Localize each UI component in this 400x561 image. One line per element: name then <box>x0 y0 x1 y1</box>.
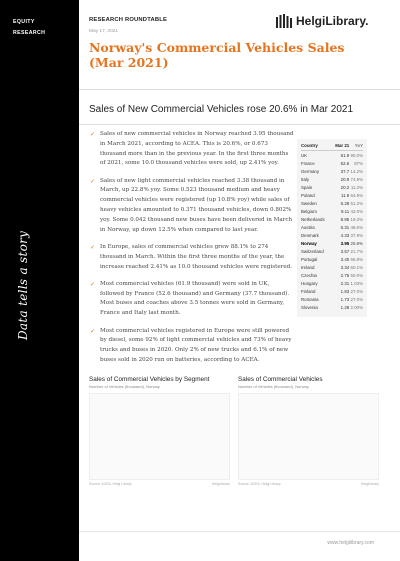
cell-country: Italy <box>301 177 310 182</box>
cell-yoy: 74.9% <box>350 177 363 182</box>
bullet-text: Sales of new light commercial vehicles reached 3.38 thousand in March, up 22.8% yoy. Some 0.523 thousand medium and heavy commercial vehicles were registered (up 10.8% yoy) while sales of heavy vehicles amounted to 0.371 thousand vehicles, down 0.802% yoy. Some 0.042 thousand new buses have been delivered in March in Norway, up down 12.5% when compared to last year. <box>100 177 293 233</box>
cell-country: UK <box>301 153 308 158</box>
cell-value: 3.40 <box>340 257 350 262</box>
table-row <box>301 160 363 168</box>
cell-yoy: 2.00% <box>350 305 363 310</box>
bullet-item <box>90 243 295 272</box>
cell-country: Germany <box>301 169 320 174</box>
category-line-1: EQUITY <box>13 19 35 25</box>
chart-footer <box>89 482 230 486</box>
cell-yoy: 27.0% <box>350 289 363 294</box>
cell-yoy: 87% <box>354 161 363 166</box>
table-row <box>301 240 363 248</box>
cell-yoy: 19.2% <box>350 217 363 222</box>
cell-value: 6.28 <box>340 201 350 206</box>
cell-country: Finland <box>301 289 316 294</box>
cell-value: 4.33 <box>340 233 350 238</box>
sidebar <box>0 0 79 561</box>
monthly-chart <box>238 376 385 486</box>
cell-country: Switzerland <box>301 249 324 254</box>
table-row <box>301 232 363 240</box>
cell-yoy: 11.2% <box>350 185 363 190</box>
cell-country: Sweden <box>301 201 317 206</box>
cell-country: Slovenia <box>301 305 318 310</box>
page-title: Norway's Commercial Vehicles Sales (Mar 2021) <box>89 40 345 70</box>
cell-yoy: 1.03% <box>350 281 363 286</box>
check-icon: ✓ <box>90 280 96 288</box>
check-icon: ✓ <box>90 131 96 138</box>
cell-yoy: 48.6% <box>350 225 363 230</box>
cell-country: Romania <box>301 297 319 302</box>
cell-value: 2.75 <box>340 273 350 278</box>
cell-yoy: 14.2% <box>350 169 363 174</box>
table-row <box>301 192 363 200</box>
table-row <box>301 152 363 160</box>
chart-source: Source: ACEA, Helgi Library <box>238 482 281 486</box>
chart-placeholder <box>238 393 379 480</box>
cell-yoy: 66.8% <box>350 257 363 262</box>
table-row <box>301 224 363 232</box>
cell-value: 1.83 <box>340 289 350 294</box>
cell-country: Ireland <box>301 265 315 270</box>
header-date: May 17, 2021 <box>89 29 119 34</box>
table-row <box>301 184 363 192</box>
cell-value: 1.73 <box>340 297 350 302</box>
chart-subtitle: Number of Vehicles (thousand), Norway <box>89 384 160 389</box>
bullet-item <box>90 327 295 366</box>
cell-value: 20.2 <box>340 185 350 190</box>
category-line-2: RESEARCH <box>13 30 46 36</box>
cell-yoy: 64.9% <box>350 193 363 198</box>
col-country: Country <box>301 143 318 148</box>
divider <box>79 124 400 125</box>
tagline: Data tells a story <box>16 230 30 340</box>
table-row <box>301 176 363 184</box>
cell-country: Portugal <box>301 257 318 262</box>
table-row <box>301 216 363 224</box>
table-row <box>301 256 363 264</box>
cell-yoy: 21.7% <box>350 249 363 254</box>
table-row <box>301 168 363 176</box>
cell-value: 2.31 <box>340 281 350 286</box>
chart-title: Sales of Commercial Vehicles <box>238 376 323 383</box>
logo-text: HelgiLibrary. <box>296 14 369 28</box>
table-row <box>301 304 363 312</box>
cell-yoy: 42.0% <box>350 209 363 214</box>
table-row <box>301 272 363 280</box>
cell-yoy: 90.0% <box>350 153 363 158</box>
cell-country: Spain <box>301 185 313 190</box>
bullet-item <box>90 130 295 169</box>
table-header <box>301 142 363 151</box>
table-row <box>301 200 363 208</box>
footer-link[interactable]: www.helgilibrary.com <box>327 540 374 546</box>
footer-divider <box>79 531 400 532</box>
check-icon: ✓ <box>90 177 96 185</box>
bullet-item <box>90 280 295 319</box>
chart-subtitle: Number of Vehicles (thousand), Norway <box>238 384 309 389</box>
bullet-text: Most commercial vehicles registered in Europe were still powered by diesel, some 92% of light commercial vehicles and 73% of heavy trucks and buses in 2020. Only 2% of new trucks and 6.1% of new buses sold in 2020 run on batteries, according to ACEA. <box>100 327 292 363</box>
check-icon: ✓ <box>90 243 96 251</box>
bullet-list <box>90 130 295 373</box>
cell-value: 3.34 <box>340 265 350 270</box>
bullet-text: Sales of new commercial vehicles in Norway reached 3.95 thousand in March 2021, according to ACEA. This is 20.6%, or 0.673 thousand more than in the previous year. In the first three months of 2021, some 10.0 thousand vehicles were sold, up 2.41% yoy. <box>100 131 294 167</box>
cell-yoy: 20.6% <box>350 241 363 246</box>
cell-yoy: 61.2% <box>350 201 363 206</box>
cell-value: 3.95 <box>340 241 350 246</box>
section-subtitle: Sales of New Commercial Vehicles rose 20.6% in Mar 2021 <box>89 104 354 115</box>
cell-value: 11.9 <box>340 193 350 198</box>
bullet-text: In Europe, sales of commercial vehicles grew 88.1% to 274 thousand in March. Within the first three months of the year, the increase reached 2.41% as 10.0 thousand vehicles were registered. <box>100 243 293 270</box>
cell-country: Belgium <box>301 209 317 214</box>
chart-source: Source: ACEA, Helgi Library <box>89 482 132 486</box>
helgi-logo[interactable] <box>276 14 368 28</box>
cell-value: 1.28 <box>340 305 350 310</box>
cell-value: 8.85 <box>340 217 350 222</box>
cell-value: 37.7 <box>340 169 350 174</box>
table-row <box>301 288 363 296</box>
cell-yoy: 50.0% <box>350 273 363 278</box>
category-label <box>13 17 45 39</box>
table-body <box>301 152 363 312</box>
cell-yoy: 60.1% <box>350 265 363 270</box>
cell-value: 52.6 <box>340 161 350 166</box>
library-logo-icon <box>276 14 292 28</box>
table-row <box>301 296 363 304</box>
cell-yoy: 27.0% <box>350 297 363 302</box>
cell-country: France <box>301 161 315 166</box>
cell-value: 9.11 <box>340 209 350 214</box>
cell-country: Hungary <box>301 281 318 286</box>
country-table <box>297 139 367 317</box>
table-row <box>301 248 363 256</box>
chart-title: Sales of Commercial Vehicles by Segment <box>89 376 210 383</box>
cell-country: Czechia <box>301 273 317 278</box>
cell-country: Netherlands <box>301 217 325 222</box>
cell-country: Denmark <box>301 233 319 238</box>
chart-placeholder <box>89 393 230 480</box>
cell-country: Poland <box>301 193 315 198</box>
cell-value: 61.9 <box>340 153 350 158</box>
table-row <box>301 264 363 272</box>
table-row <box>301 280 363 288</box>
chart-footer <box>238 482 379 486</box>
chart-logo: HelgiLibrary <box>360 482 379 486</box>
header-label: RESEARCH ROUNDTABLE <box>89 17 168 23</box>
cell-value: 20.9 <box>340 177 350 182</box>
bullet-text: Most commercial vehicles (61.9 thousand) were sold in UK, followed by France (52.6 thousand) and Germany (37.7 thousand). Most buses and coaches above 3.5 tonnes were sold in Germany, France and Italy last month. <box>100 280 290 317</box>
col-yoy: YoY <box>354 143 363 148</box>
table-row <box>301 208 363 216</box>
cell-value: 3.57 <box>340 249 350 254</box>
check-icon: ✓ <box>90 327 96 335</box>
segment-chart <box>89 376 236 486</box>
bullet-item <box>90 177 295 236</box>
divider <box>79 89 400 90</box>
cell-value: 6.31 <box>340 225 350 230</box>
cell-country: Norway <box>301 241 317 246</box>
chart-logo: HelgiLibrary <box>211 482 230 486</box>
cell-yoy: 37.9% <box>350 233 363 238</box>
cell-country: Austria <box>301 225 315 230</box>
col-value: Mar 21 <box>335 143 350 148</box>
